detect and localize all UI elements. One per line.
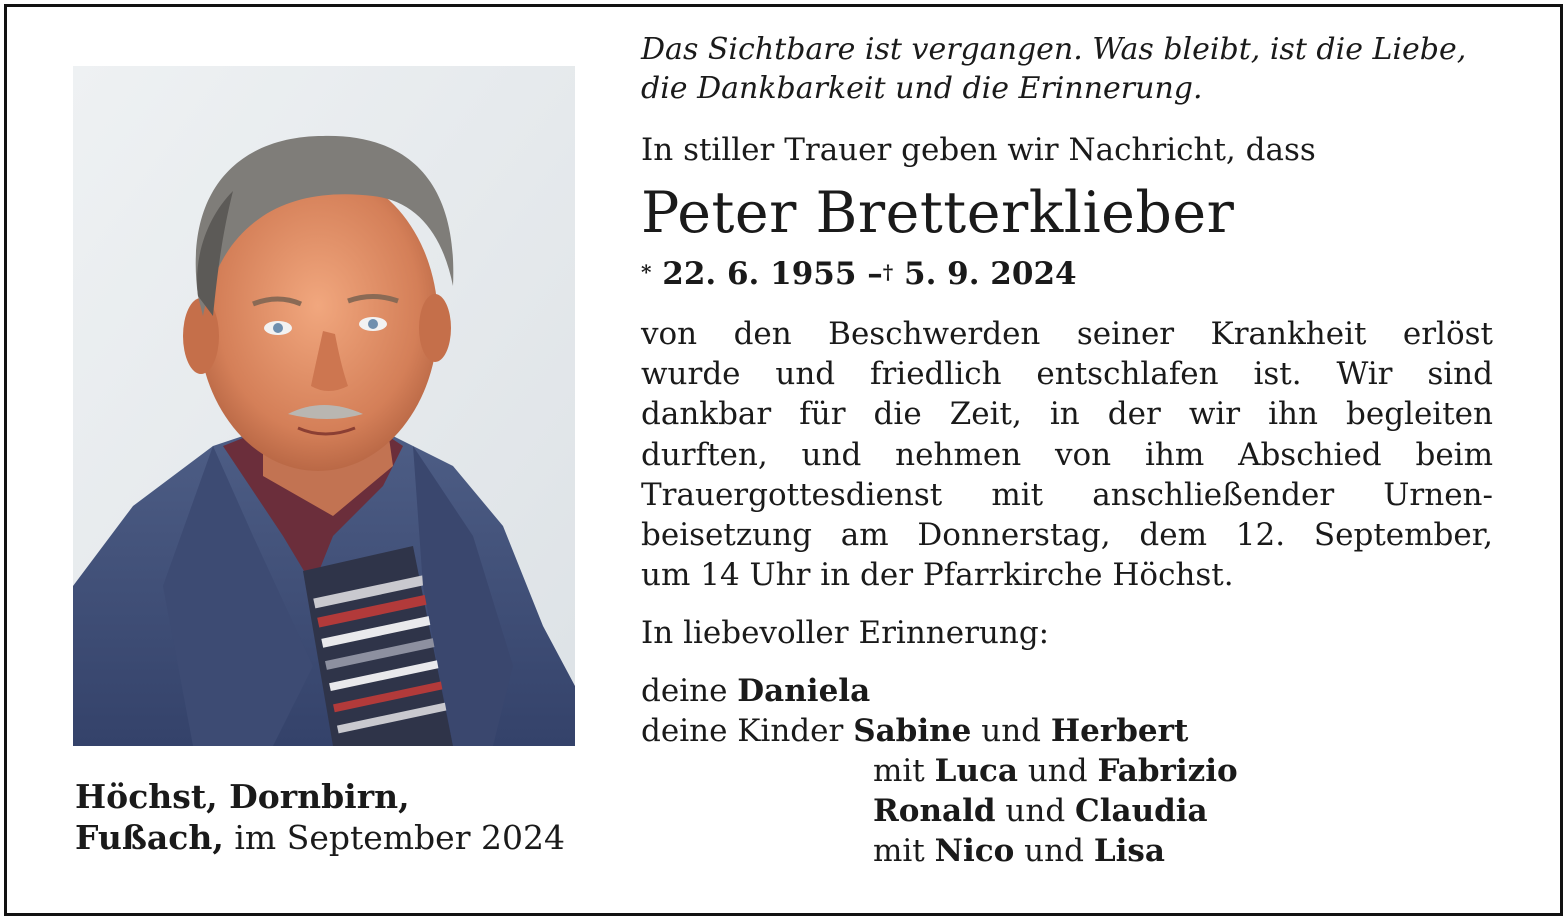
family-conjunction: und	[1005, 793, 1066, 830]
family-line-2	[641, 711, 1493, 751]
family-line-4	[641, 791, 1493, 831]
family-name: Luca	[934, 753, 1018, 790]
notice-text	[641, 30, 1493, 871]
death-symbol: †	[882, 260, 894, 284]
birth-symbol: *	[641, 260, 652, 284]
motto	[641, 30, 1493, 108]
family-prefix: mit	[873, 753, 925, 790]
motto-line-1: Das Sichtbare ist vergangen. Was bleibt, ist die Liebe,	[641, 32, 1467, 67]
intro-text: In stiller Trauer geben wir Nachricht, dass	[641, 132, 1316, 168]
family-line-5	[641, 831, 1493, 871]
body-line: von den Beschwerden seiner Krankheit erlöst	[641, 316, 1493, 352]
place-date	[75, 776, 565, 858]
place-line-2	[75, 817, 565, 858]
motto-line-2: die Dankbarkeit und die Erinnerung.	[641, 71, 1203, 106]
family-name: Sabine	[853, 713, 972, 750]
place-line-1: Höchst, Dornbirn,	[75, 777, 410, 816]
family-line-3	[641, 751, 1493, 791]
birth-date: 22. 6. 1955	[662, 256, 857, 292]
memory-heading: In liebevoller Erinnerung:	[641, 615, 1050, 652]
life-dates	[641, 254, 1493, 294]
date-separator: –	[867, 256, 883, 292]
family-conjunction: und	[981, 713, 1042, 750]
place-month: im September 2024	[234, 818, 565, 857]
body-line: um 14 Uhr in der Pfarrkirche Höchst.	[641, 557, 1234, 594]
body-line: beisetzung am Donnerstag, dem 12. September,	[641, 517, 1493, 554]
body-line: wurde und friedlich entschlafen ist. Wir sind	[641, 356, 1493, 393]
family-name: Fabrizio	[1097, 753, 1238, 790]
deceased-name: Peter Bretterklieber	[641, 180, 1235, 246]
family-name: Claudia	[1075, 793, 1208, 830]
death-date: 5. 9. 2024	[904, 256, 1077, 292]
family-list	[641, 671, 1493, 871]
family-line-1	[641, 671, 1493, 711]
family-name: Herbert	[1050, 713, 1189, 750]
body-text	[641, 314, 1493, 595]
family-prefix: mit	[873, 833, 925, 870]
family-name: Lisa	[1093, 833, 1165, 870]
portrait-photo	[73, 66, 575, 746]
family-name: Ronald	[873, 793, 996, 830]
family-name: Daniela	[737, 673, 871, 710]
body-line: Trauergottesdienst mit anschließender Urnen-	[641, 476, 1493, 513]
family-conjunction: und	[1027, 753, 1088, 790]
body-line: dankbar für die Zeit, in der wir ihn begleiten	[641, 396, 1493, 433]
family-prefix: deine	[641, 673, 728, 710]
family-conjunction: und	[1024, 833, 1084, 870]
place-town: Fußach,	[75, 818, 224, 857]
family-name: Nico	[934, 833, 1015, 870]
body-line: durften, und nehmen von ihm Abschied beim	[641, 436, 1493, 473]
family-prefix: deine Kinder	[641, 713, 844, 750]
